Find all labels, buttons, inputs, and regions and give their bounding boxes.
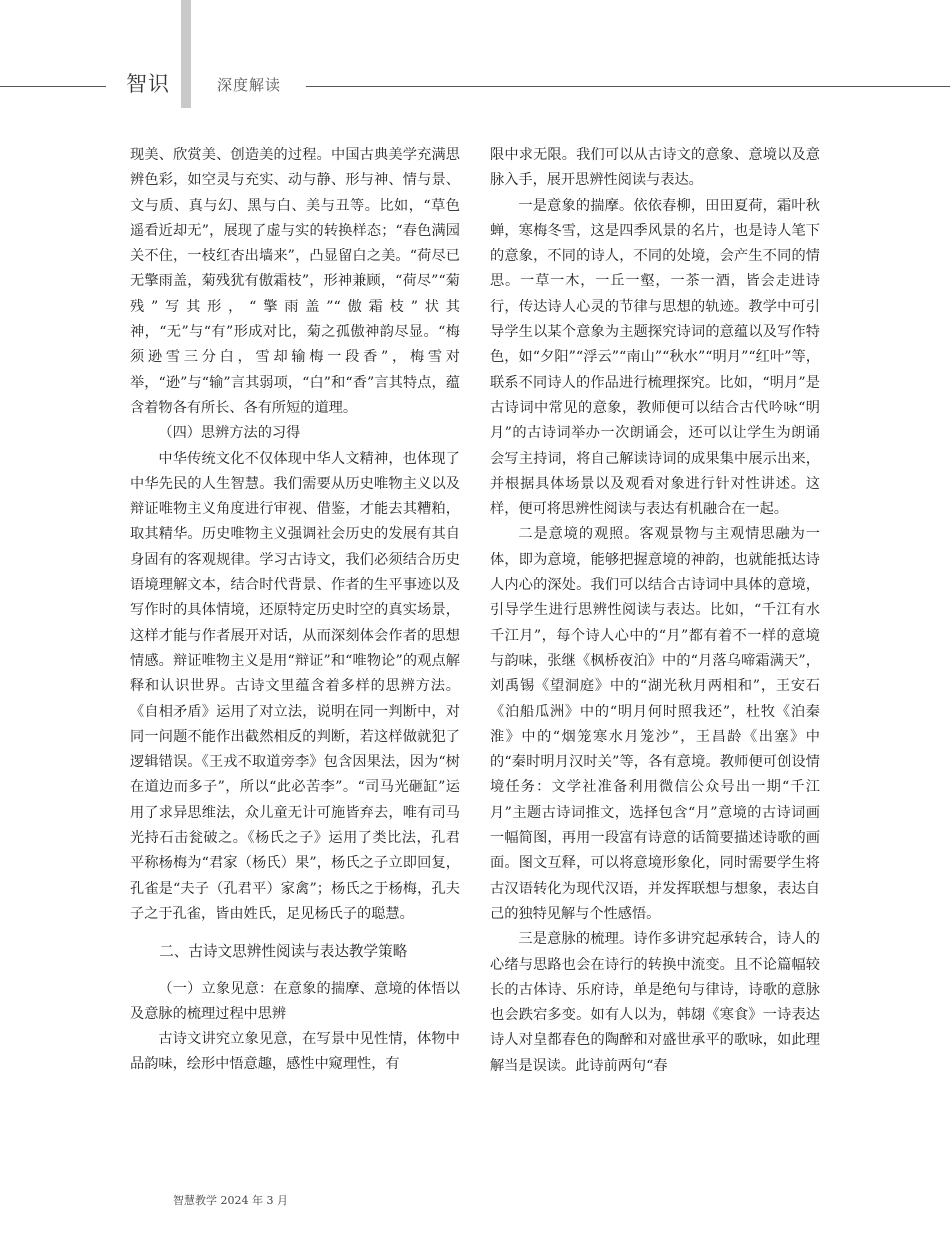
paragraph: 现美、欣赏美、创造美的过程。中国古典美学充满思辨色彩，如空灵与充实、动与静、形与神、情与景、文与质、真与幻、黑与白、美与丑等。比如，“草色遥看近却无”，展现了虚与实的转换样态；“春色满园关不住，一枝红杏出墙来”，凸显留白之美。“荷尽已无擎雨盖，菊残犹有傲霜枝”，形神兼顾，“荷尽”“菊残”写其形，“擎雨盖”“傲霜枝”状其神，“无”与“有”形成对比，菊之孤傲神韵尽显。“梅须逊雪三分白，雪却输梅一段香”，梅雪对举，“逊”与“输”言其弱项，“白”和“香”言其特点，蕴含着物各有所长、各有所短的道理。 <box>130 147 460 416</box>
paragraph: 限中求无限。我们可以从古诗文的意象、意境以及意脉入手，展开思辨性阅读与表达。 <box>490 147 820 189</box>
paragraph-imagery: 一是意象的揣摩。依依春柳，田田夏荷，霜叶秋蝉，寒梅冬雪，这是四季风景的名片，也是诗人笔下的意象，不同的诗人，不同的处境，会产生不同的情思。一草一木，一丘一壑，一茶一酒，皆会走进诗行，传达诗人心灵的节律与思想的轨迹。教学中可引导学生以某个意象为主题探究诗词的意蕴以及写作特色，如“夕阳”“浮云”“南山”“秋水”“明月”“红叶”等，联系不同诗人的作品进行梳理探究。比如，“明月”是古诗词中常见的意象，教师便可以结合古代吟咏“明月”的古诗词举办一次朗诵会，还可以让学生为朗诵会写主持词，将自己解读诗词的成果集中展示出来，并根据具体场景以及观看对象进行针对性讲述。这样，便可将思辨性阅读与表达有机融合在一起。 <box>490 197 820 518</box>
paragraph-poetic-flow: 三是意脉的梳理。诗作多讲究起承转合，诗人的心绪与思路也会在诗行的转换中流变。且不论篇幅较长的古体诗、乐府诗，单是绝句与律诗，诗歌的意脉也会跌宕多变。如有人以为，韩翃《寒食》一诗表达诗人对皇都春色的陶醉和对盛世承平的歌咏，如此理解当是误读。此诗前两句“春 <box>490 931 820 1074</box>
paragraph: 中华传统文化不仅体现中华人文精神，也体现了中华先民的人生智慧。我们需要从历史唯物主义以及辩证唯物主义角度进行审视、借鉴，才能去其糟粕，取其精华。历史唯物主义强调社会历史的发展有其自身固有的客观规律。学习古诗文，我们必须结合历史语境理解文本，结合时代背景、作者的生平事迹以及写作时的具体情境，还原特定历史时空的真实场景，这样才能与作者展开对话，从而深刻体会作者的思想情感。辩证唯物主义是用“辩证”和“唯物论”的观点解释和认识世界。古诗文里蕴含着多样的思辨方法。《自相矛盾》运用了对立法，说明在同一判断中，对同一问题不能作出截然相反的判断，若这样做就犯了逻辑错误。《王戎不取道旁李》包含因果法，因为“树在道边而多子”，所以“此必苦李”。“司马光砸缸”运用了求异思维法，众儿童无计可施皆弃去，唯有司马光持石击瓮破之。《杨氏之子》运用了类比法，孔君平称杨梅为“君家（杨氏）果”，杨氏之子立即回复，孔雀是“夫子（孔君平）家禽”；杨氏之于杨梅，孔夫子之于孔雀，皆由姓氏，足见杨氏子的聪慧。 <box>130 450 460 922</box>
section-heading-two: 二、古诗文思辨性阅读与表达教学策略 <box>159 943 408 961</box>
footer-journal-issue: 智慧教学 2024 年 3 月 <box>173 1194 288 1207</box>
section-title: 深度解读 <box>217 76 282 94</box>
subheading-one: （一）立象见意：在意象的揣摩、意境的体悟以及意脉的梳理过程中思辨 <box>130 980 460 1022</box>
right-column <box>490 143 820 1079</box>
subheading-four: （四）思辨方法的习得 <box>158 425 301 442</box>
header-rule-right <box>306 86 950 87</box>
left-column <box>130 143 460 1078</box>
paragraph-artistic-conception: 二是意境的观照。客观景物与主观情思融为一体，即为意境，能够把握意境的神韵，也就能抵达诗人内心的深处。我们可以结合古诗词中具体的意境，引导学生进行思辨性阅读与表达。比如，“千江有水千江月”，每个诗人心中的“月”都有着不一样的意境与韵味，张继《枫桥夜泊》中的“月落乌啼霜满天”，刘禹锡《望洞庭》中的“湖光秋月两相和”，王安石《泊船瓜洲》中的“明月何时照我还”，杜牧《泊秦淮》中的“烟笼寒水月笼沙”，王昌龄《出塞》中的“秦时明月汉时关”等，各有意境。教师便可创设情境任务：文学社准备利用微信公众号出一期“千江月”主题古诗词推文，选择包含“月”意境的古诗词画一幅简图，再用一段富有诗意的话简要描述诗歌的画面。图文互释，可以将意境形象化，同时需要学生将古汉语转化为现代汉语，并发挥联想与想象，表达自己的独特见解与个性感悟。 <box>490 526 820 922</box>
paragraph: 古诗文讲究立象见意，在写景中见性情，体物中品韵味，绘形中悟意趣，感性中窥理性，有 <box>130 1031 460 1073</box>
column-brand: 智识 <box>126 72 170 96</box>
header-rule-left <box>0 86 106 87</box>
header-accent-bar <box>181 0 191 108</box>
